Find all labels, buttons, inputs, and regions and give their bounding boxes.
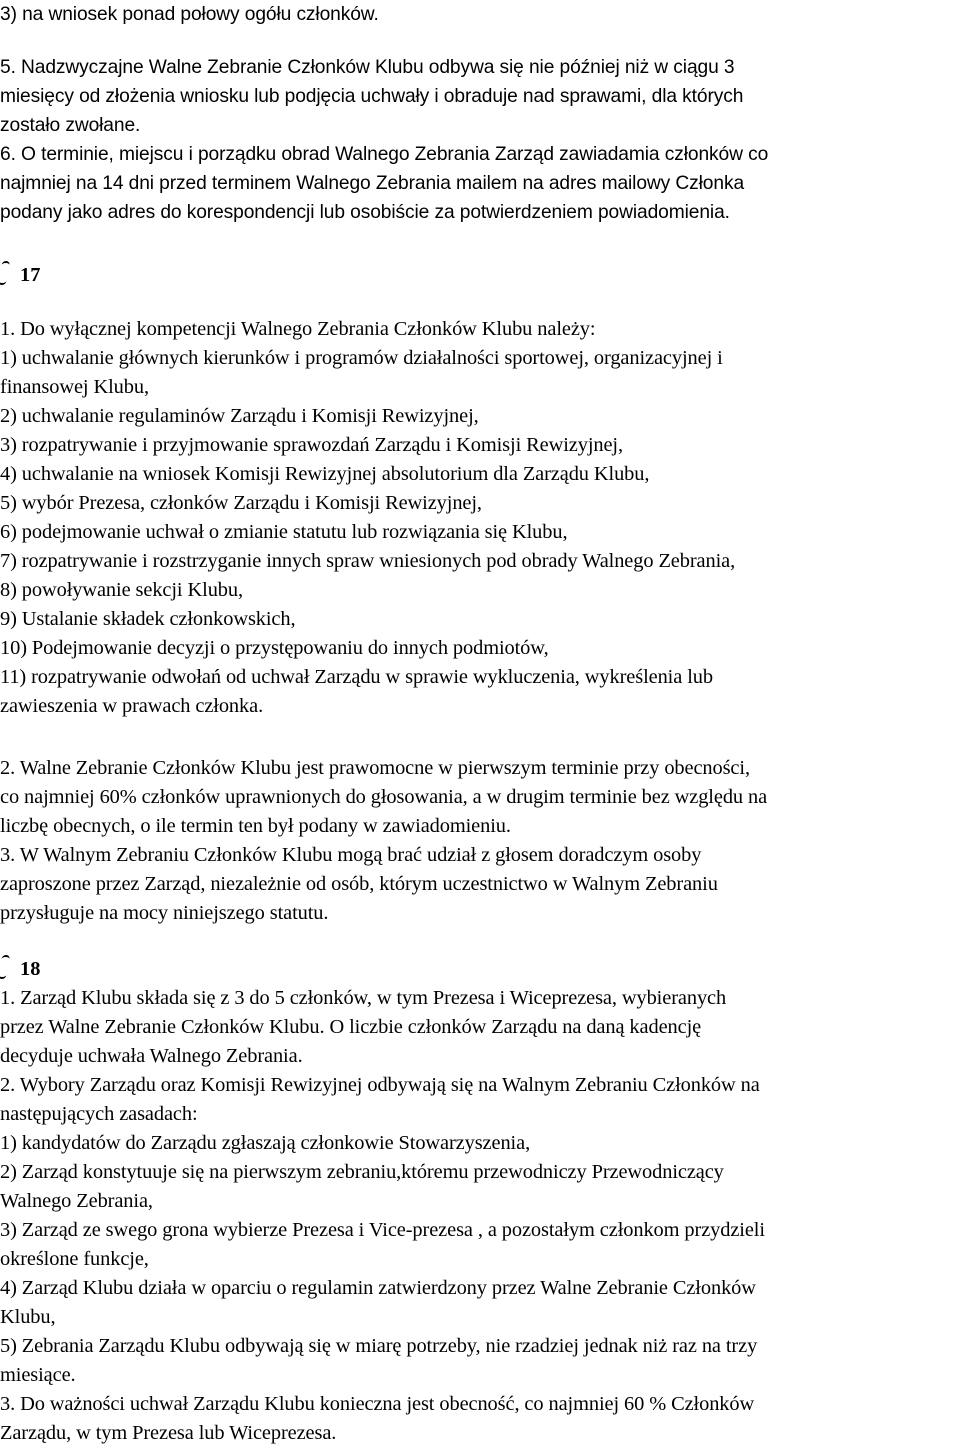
text-line: przysługuje na mocy niniejszego statutu. [0,902,329,924]
text-line: finansowej Klubu, [0,376,149,398]
text-line: 3) rozpatrywanie i przyjmowanie sprawozdań Zarządu i Komisji Rewizyjnej, [0,434,623,456]
text-line: Walnego Zebrania, [0,1190,153,1212]
text-line: 6. O terminie, miejscu i porządku obrad Walnego Zebrania Zarząd zawiadamia członków co [0,144,769,165]
text-line: 3. W Walnym Zebraniu Członków Klubu mogą brać udział z głosem doradczym osoby [0,844,702,866]
text-line: 2. Wybory Zarządu oraz Komisji Rewizyjnej odbywają się na Walnym Zebraniu Członków na [0,1074,760,1096]
text-line: miesiące. [0,1364,76,1386]
section-sign-icon [0,261,20,290]
text-line: 7) rozpatrywanie i rozstrzyganie innych spraw wniesionych pod obrady Walnego Zebrania, [0,550,736,572]
text-line: następujących zasadach: [0,1103,198,1125]
text-line: najmniej na 14 dni przed terminem Walnego Zebrania mailem na adres mailowy Członka [0,173,745,194]
section-heading [0,261,40,290]
text-line: 11) rozpatrywanie odwołań od uchwał Zarządu w sprawie wykluczenia, wykreślenia lub [0,666,713,688]
text-line: 1) uchwalanie głównych kierunków i programów działalności sportowej, organizacyjnej i [0,347,723,369]
text-line: zawieszenia w prawach członka. [0,695,264,717]
text-line: zostało zwołane. [0,115,141,136]
text-line: 4) uchwalanie na wniosek Komisji Rewizyjnej absolutorium dla Zarządu Klubu, [0,463,650,485]
text-line: 5) Zebrania Zarządu Klubu odbywają się w miarę potrzeby, nie rzadziej jednak niż raz na trzy [0,1335,758,1357]
text-line: 1) kandydatów do Zarządu zgłaszają członkowie Stowarzyszenia, [0,1132,531,1154]
text-line: 1. Do wyłącznej kompetencji Walnego Zebrania Członków Klubu należy: [0,318,596,340]
text-line: 4) Zarząd Klubu działa w oparciu o regulamin zatwierdzony przez Walne Zebranie Członków [0,1277,756,1299]
text-line: 2) uchwalanie regulaminów Zarządu i Komisji Rewizyjnej, [0,405,479,427]
text-line: co najmniej 60% członków uprawnionych do głosowania, a w drugim terminie bez względu na [0,786,768,808]
text-line: 2. Walne Zebranie Członków Klubu jest prawomocne w pierwszym terminie przy obecności, [0,757,750,779]
section-number: 17 [20,264,41,286]
text-line: zaproszone przez Zarząd, niezależnie od osób, którym uczestnictwo w Walnym Zebraniu [0,873,718,895]
text-line: 1. Zarząd Klubu składa się z 3 do 5 członków, w tym Prezesa i Wiceprezesa, wybieranych [0,987,727,1009]
text-line: 8) powoływanie sekcji Klubu, [0,579,243,601]
text-line: 3. Do ważności uchwał Zarządu Klubu konieczna jest obecność, co najmniej 60 % Członków [0,1393,755,1415]
text-line: 5) wybór Prezesa, członków Zarządu i Komisji Rewizyjnej, [0,492,482,514]
text-line: 3) Zarząd ze swego grona wybierze Prezesa i Vice-prezesa , a pozostałym członkom przydzieli [0,1219,765,1241]
text-line: podany jako adres do korespondencji lub osobiście za potwierdzeniem powiadomienia. [0,202,730,223]
section-heading [0,955,40,984]
section-sign-icon [0,955,20,984]
text-line: Zarządu, w tym Prezesa lub Wiceprezesa. [0,1422,337,1444]
text-line: liczbę obecnych, o ile termin ten był podany w zawiadomieniu. [0,815,511,837]
text-line: 10) Podejmowanie decyzji o przystępowaniu do innych podmiotów, [0,637,549,659]
text-line: określone funkcje, [0,1248,149,1270]
section-number: 18 [20,958,41,980]
text-line: 9) Ustalanie składek członkowskich, [0,608,296,630]
text-line: 2) Zarząd konstytuuje się na pierwszym zebraniu,któremu przewodniczy Przewodniczący [0,1161,724,1183]
text-line: Klubu, [0,1306,56,1328]
text-line: miesięcy od złożenia wniosku lub podjęcia uchwały i obraduje nad sprawami, dla których [0,86,744,107]
text-line: 3) na wniosek ponad połowy ogółu członków. [0,4,379,25]
text-line: 5. Nadzwyczajne Walne Zebranie Członków Klubu odbywa się nie później niż w ciągu 3 [0,57,735,78]
text-line: przez Walne Zebranie Członków Klubu. O liczbie członków Zarządu na daną kadencję [0,1016,702,1038]
text-line: 6) podejmowanie uchwał o zmianie statutu lub rozwiązania się Klubu, [0,521,568,543]
text-line: decyduje uchwała Walnego Zebrania. [0,1045,303,1067]
